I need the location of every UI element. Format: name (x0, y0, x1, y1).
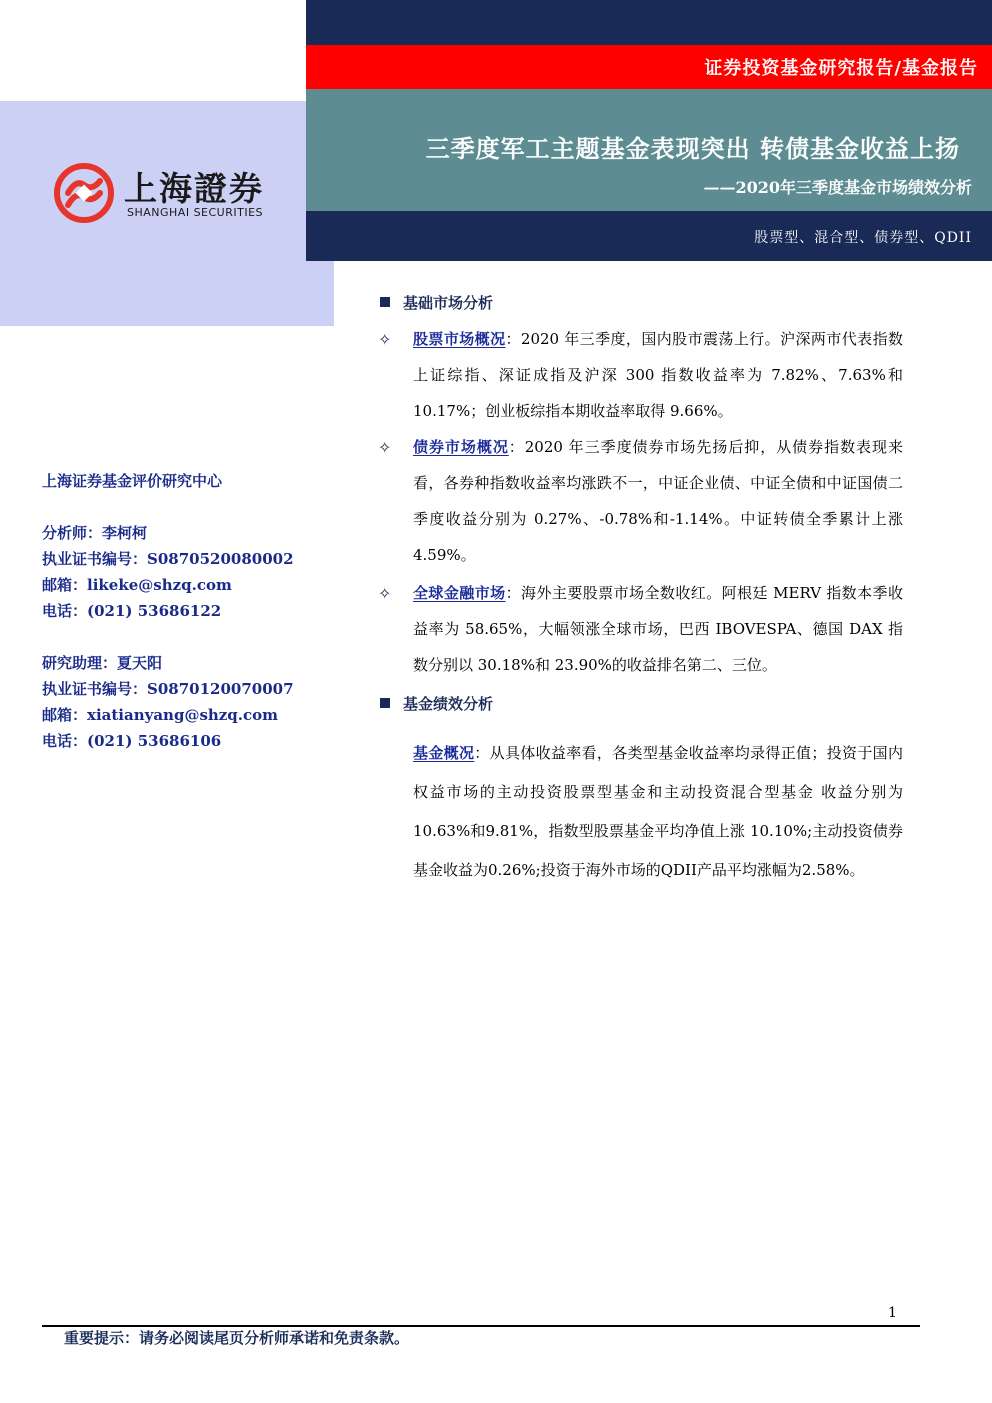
fund-types: 股票型、混合型、债券型、QDII (754, 230, 972, 246)
square-bullet-icon (380, 698, 390, 708)
section-heading-fund: 基金绩效分析 (380, 693, 493, 714)
logo-mark-icon (54, 163, 114, 223)
header-category-band (306, 45, 992, 89)
assistant-name: 研究助理：夏天阳 (42, 654, 163, 672)
stock-market-label: 股票市场概况 (413, 330, 506, 348)
stock-market-paragraph: 股票市场概况：2020 年三季度，国内股市震荡上行。沪深两市代表指数上证综指、深证成指及沪深 300 指数收益率为 7.82%、7.63%和 10.17%；创业板综指本期收益率取得 9.66%。 (413, 330, 903, 420)
report-title: 三季度军工主题基金表现突出 转债基金收益上扬 (425, 134, 960, 163)
diamond-bullet-icon: ✧ (378, 438, 392, 457)
bond-market-label: 债券市场概况 (413, 438, 509, 456)
fund-overview-paragraph: 基金概况：从具体收益率看，各类型基金收益率均录得正值；投资于国内权益市场的主动投资股票型基金和主动投资混合型基金 收益分别为10.63%和9.81%，指数型股票基金平均净值上涨 10.10%;主动投资债券基金收益为0.26%;投资于海外市场的QDII产品平均涨幅为2.58%。 (413, 744, 903, 879)
assistant-phone: 电话：(021) 53686106 (42, 732, 222, 750)
logo-english-name: SHANGHAI SECURITIES (127, 206, 264, 219)
section-heading-market: 基础市场分析 (380, 292, 493, 313)
analyst-phone: 电话：(021) 53686122 (42, 602, 222, 620)
logo-chinese-name: 上海證券 (124, 169, 264, 208)
assistant-cert: 执业证书编号：S0870120070007 (42, 680, 294, 698)
global-market-label: 全球金融市场 (413, 584, 506, 602)
global-market-paragraph: 全球金融市场：海外主要股票市场全数收红。阿根廷 MERV 指数本季收益率为 58.65%，大幅领涨全球市场，巴西 IBOVESPA、德国 DAX 指数分别以 30.18%和 23.90%的收益排名第二、三位。 (413, 584, 903, 674)
report-category: 证券投资基金研究报告/基金报告 (704, 58, 978, 79)
header-types-band (306, 211, 992, 261)
diamond-bullet-icon: ✧ (378, 584, 392, 603)
fund-overview-label: 基金概况 (413, 744, 475, 762)
research-center: 上海证券基金评价研究中心 (42, 472, 223, 490)
header-top-band (306, 0, 992, 45)
page-number: 1 (888, 1305, 897, 1321)
diamond-bullet-icon: ✧ (378, 330, 392, 349)
analyst-name: 分析师：李柯柯 (42, 524, 148, 542)
footer-notice: 重要提示：请务必阅读尾页分析师承诺和免责条款。 (64, 1329, 410, 1347)
report-subtitle: ——2020年三季度基金市场绩效分析 (703, 178, 972, 197)
square-bullet-icon (380, 297, 390, 307)
company-logo (54, 163, 314, 223)
analyst-email: 邮箱：likeke@shzq.com (42, 576, 232, 594)
header-title-band (306, 89, 992, 211)
analyst-cert: 执业证书编号：S0870520080002 (42, 550, 294, 568)
assistant-email: 邮箱：xiatianyang@shzq.com (42, 706, 279, 724)
bond-market-paragraph: 债券市场概况：2020 年三季度债券市场先扬后抑，从债券指数表现来看，各券种指数收益率均涨跌不一，中证企业债、中证全债和中证国债二季度收益分别为 0.27%、-0.78%和-1.14%。中证转债全季累计上涨 4.59%。 (413, 438, 903, 564)
